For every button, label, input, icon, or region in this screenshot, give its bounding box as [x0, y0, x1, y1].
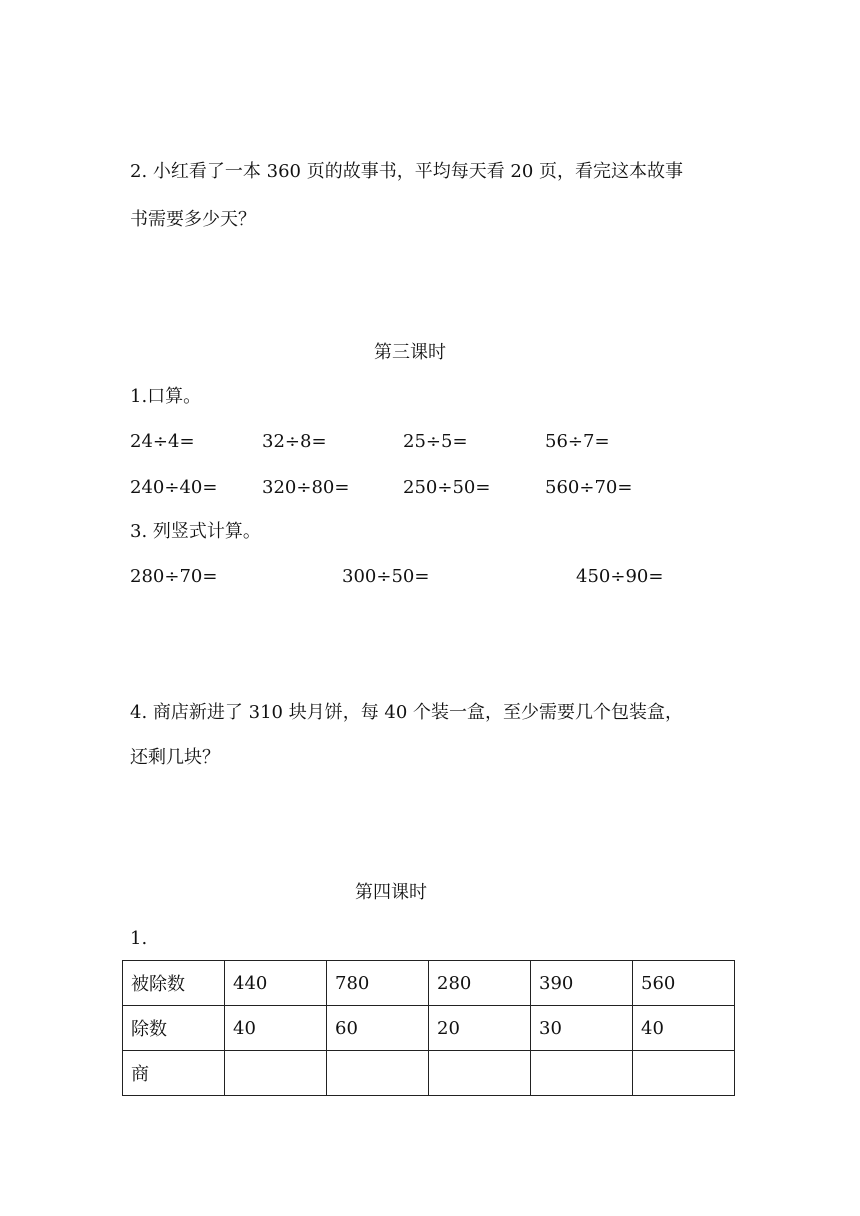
lesson-4-title: 第四课时 [355, 882, 427, 903]
vertical-calc-item: 450÷90= [576, 566, 664, 587]
table-cell: 60 [327, 1006, 429, 1051]
lesson-3-q3-label: 3. 列竖式计算。 [130, 521, 261, 542]
lesson-4-q1-label: 1. [130, 928, 148, 949]
table-header-cell: 除数 [123, 1006, 225, 1051]
answer-cell [225, 1051, 327, 1096]
table-cell: 40 [225, 1006, 327, 1051]
question-2-line-2: 书需要多少天？ [130, 209, 256, 230]
question-2-line-1: 2. 小红看了一本 360 页的故事书，平均每天看 20 页，看完这本故事 [130, 161, 684, 182]
table-header-cell: 被除数 [123, 961, 225, 1006]
lesson-3-title: 第三课时 [374, 342, 446, 363]
answer-cell [633, 1051, 735, 1096]
answer-cell [531, 1051, 633, 1096]
table-row-dividend [123, 961, 735, 1006]
question-4-line-2: 还剩几块？ [130, 747, 220, 768]
vertical-calc-item: 300÷50= [342, 566, 430, 587]
table-cell: 780 [327, 961, 429, 1006]
table-header-cell: 商 [123, 1051, 225, 1096]
table-cell: 30 [531, 1006, 633, 1051]
answer-cell [429, 1051, 531, 1096]
mental-math-item: 320÷80= [262, 477, 350, 498]
table-cell: 390 [531, 961, 633, 1006]
table-cell: 560 [633, 961, 735, 1006]
mental-math-item: 24÷4= [130, 431, 195, 452]
vertical-calc-item: 280÷70= [130, 566, 218, 587]
question-4-line-1: 4. 商店新进了 310 块月饼，每 40 个装一盒，至少需要几个包装盒， [130, 702, 684, 723]
mental-math-item: 560÷70= [545, 477, 633, 498]
table-cell: 40 [633, 1006, 735, 1051]
table-cell: 440 [225, 961, 327, 1006]
table-row-quotient [123, 1051, 735, 1096]
mental-math-item: 240÷40= [130, 477, 218, 498]
table-cell: 280 [429, 961, 531, 1006]
mental-math-item: 25÷5= [403, 431, 468, 452]
table-row-divisor [123, 1006, 735, 1051]
mental-math-item: 56÷7= [545, 431, 610, 452]
table-cell: 20 [429, 1006, 531, 1051]
answer-cell [327, 1051, 429, 1096]
mental-math-item: 32÷8= [262, 431, 327, 452]
mental-math-item: 250÷50= [403, 477, 491, 498]
division-table [122, 960, 735, 1096]
lesson-3-q1-label: 1.口算。 [130, 386, 202, 407]
